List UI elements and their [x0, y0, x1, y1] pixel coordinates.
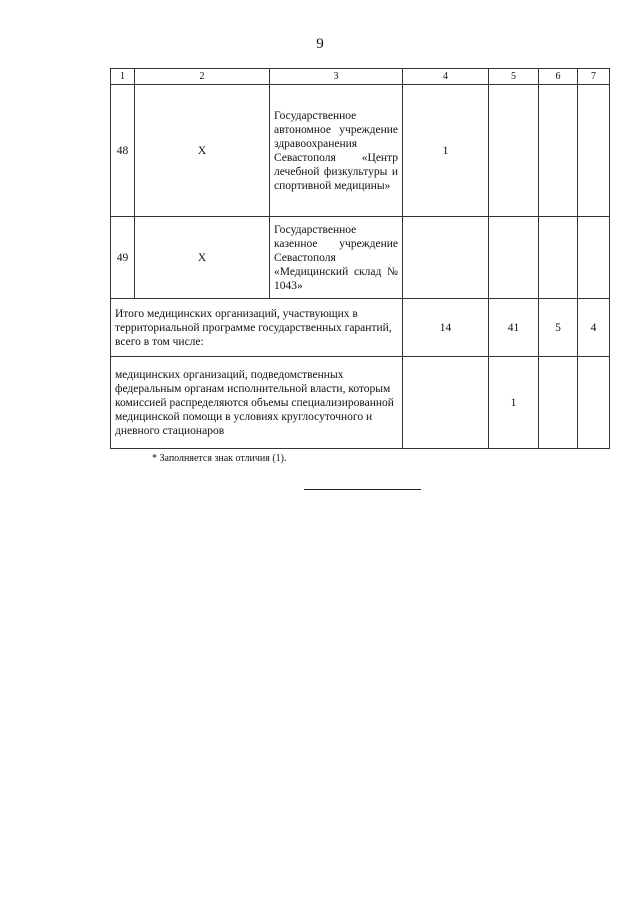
value-cell: 1 [403, 85, 489, 217]
total-value: 14 [403, 299, 489, 357]
table-row [111, 85, 610, 217]
total-row [111, 299, 610, 357]
total-label: Итого медицинских организаций, участвующих в территориальной программе государственных гарантий, всего в том числе: [111, 299, 403, 357]
value-cell [489, 217, 539, 299]
column-number: 6 [539, 69, 578, 85]
page-number: 9 [316, 36, 324, 52]
column-number: 5 [489, 69, 539, 85]
subtotal-value [578, 357, 610, 449]
subtotal-row [111, 357, 610, 449]
mark-cell: X [135, 217, 270, 299]
table-row [111, 217, 610, 299]
column-number: 1 [111, 69, 135, 85]
row-number: 49 [111, 217, 135, 299]
organizations-table [110, 68, 610, 449]
value-cell [578, 85, 610, 217]
total-value: 4 [578, 299, 610, 357]
column-number: 7 [578, 69, 610, 85]
mark-cell: X [135, 85, 270, 217]
column-number: 3 [270, 69, 403, 85]
subtotal-value: 1 [489, 357, 539, 449]
subtotal-value [403, 357, 489, 449]
subtotal-label: медицинских организаций, подведомственных федеральным органам исполнительной власти, которым комиссией распределяются объемы специализированной медицинской помощи в условиях круглосуточного и дневного стационаров [111, 357, 403, 449]
organization-name: Государственное казенное учреждение Севастополя «Медицинский склад № 1043» [270, 217, 403, 299]
value-cell [403, 217, 489, 299]
organization-name: Государственное автономное учреждение здравоохранения Севастополя «Центр лечебной физкультуры и спортивной медицины» [270, 85, 403, 217]
total-value: 41 [489, 299, 539, 357]
subtotal-value [539, 357, 578, 449]
value-cell [489, 85, 539, 217]
end-separator-line [304, 489, 421, 490]
value-cell [539, 217, 578, 299]
total-value: 5 [539, 299, 578, 357]
row-number: 48 [111, 85, 135, 217]
column-number: 2 [135, 69, 270, 85]
value-cell [539, 85, 578, 217]
footnote: * Заполняется знак отличия (1). [152, 453, 287, 464]
column-number-row [111, 69, 610, 85]
column-number: 4 [403, 69, 489, 85]
value-cell [578, 217, 610, 299]
